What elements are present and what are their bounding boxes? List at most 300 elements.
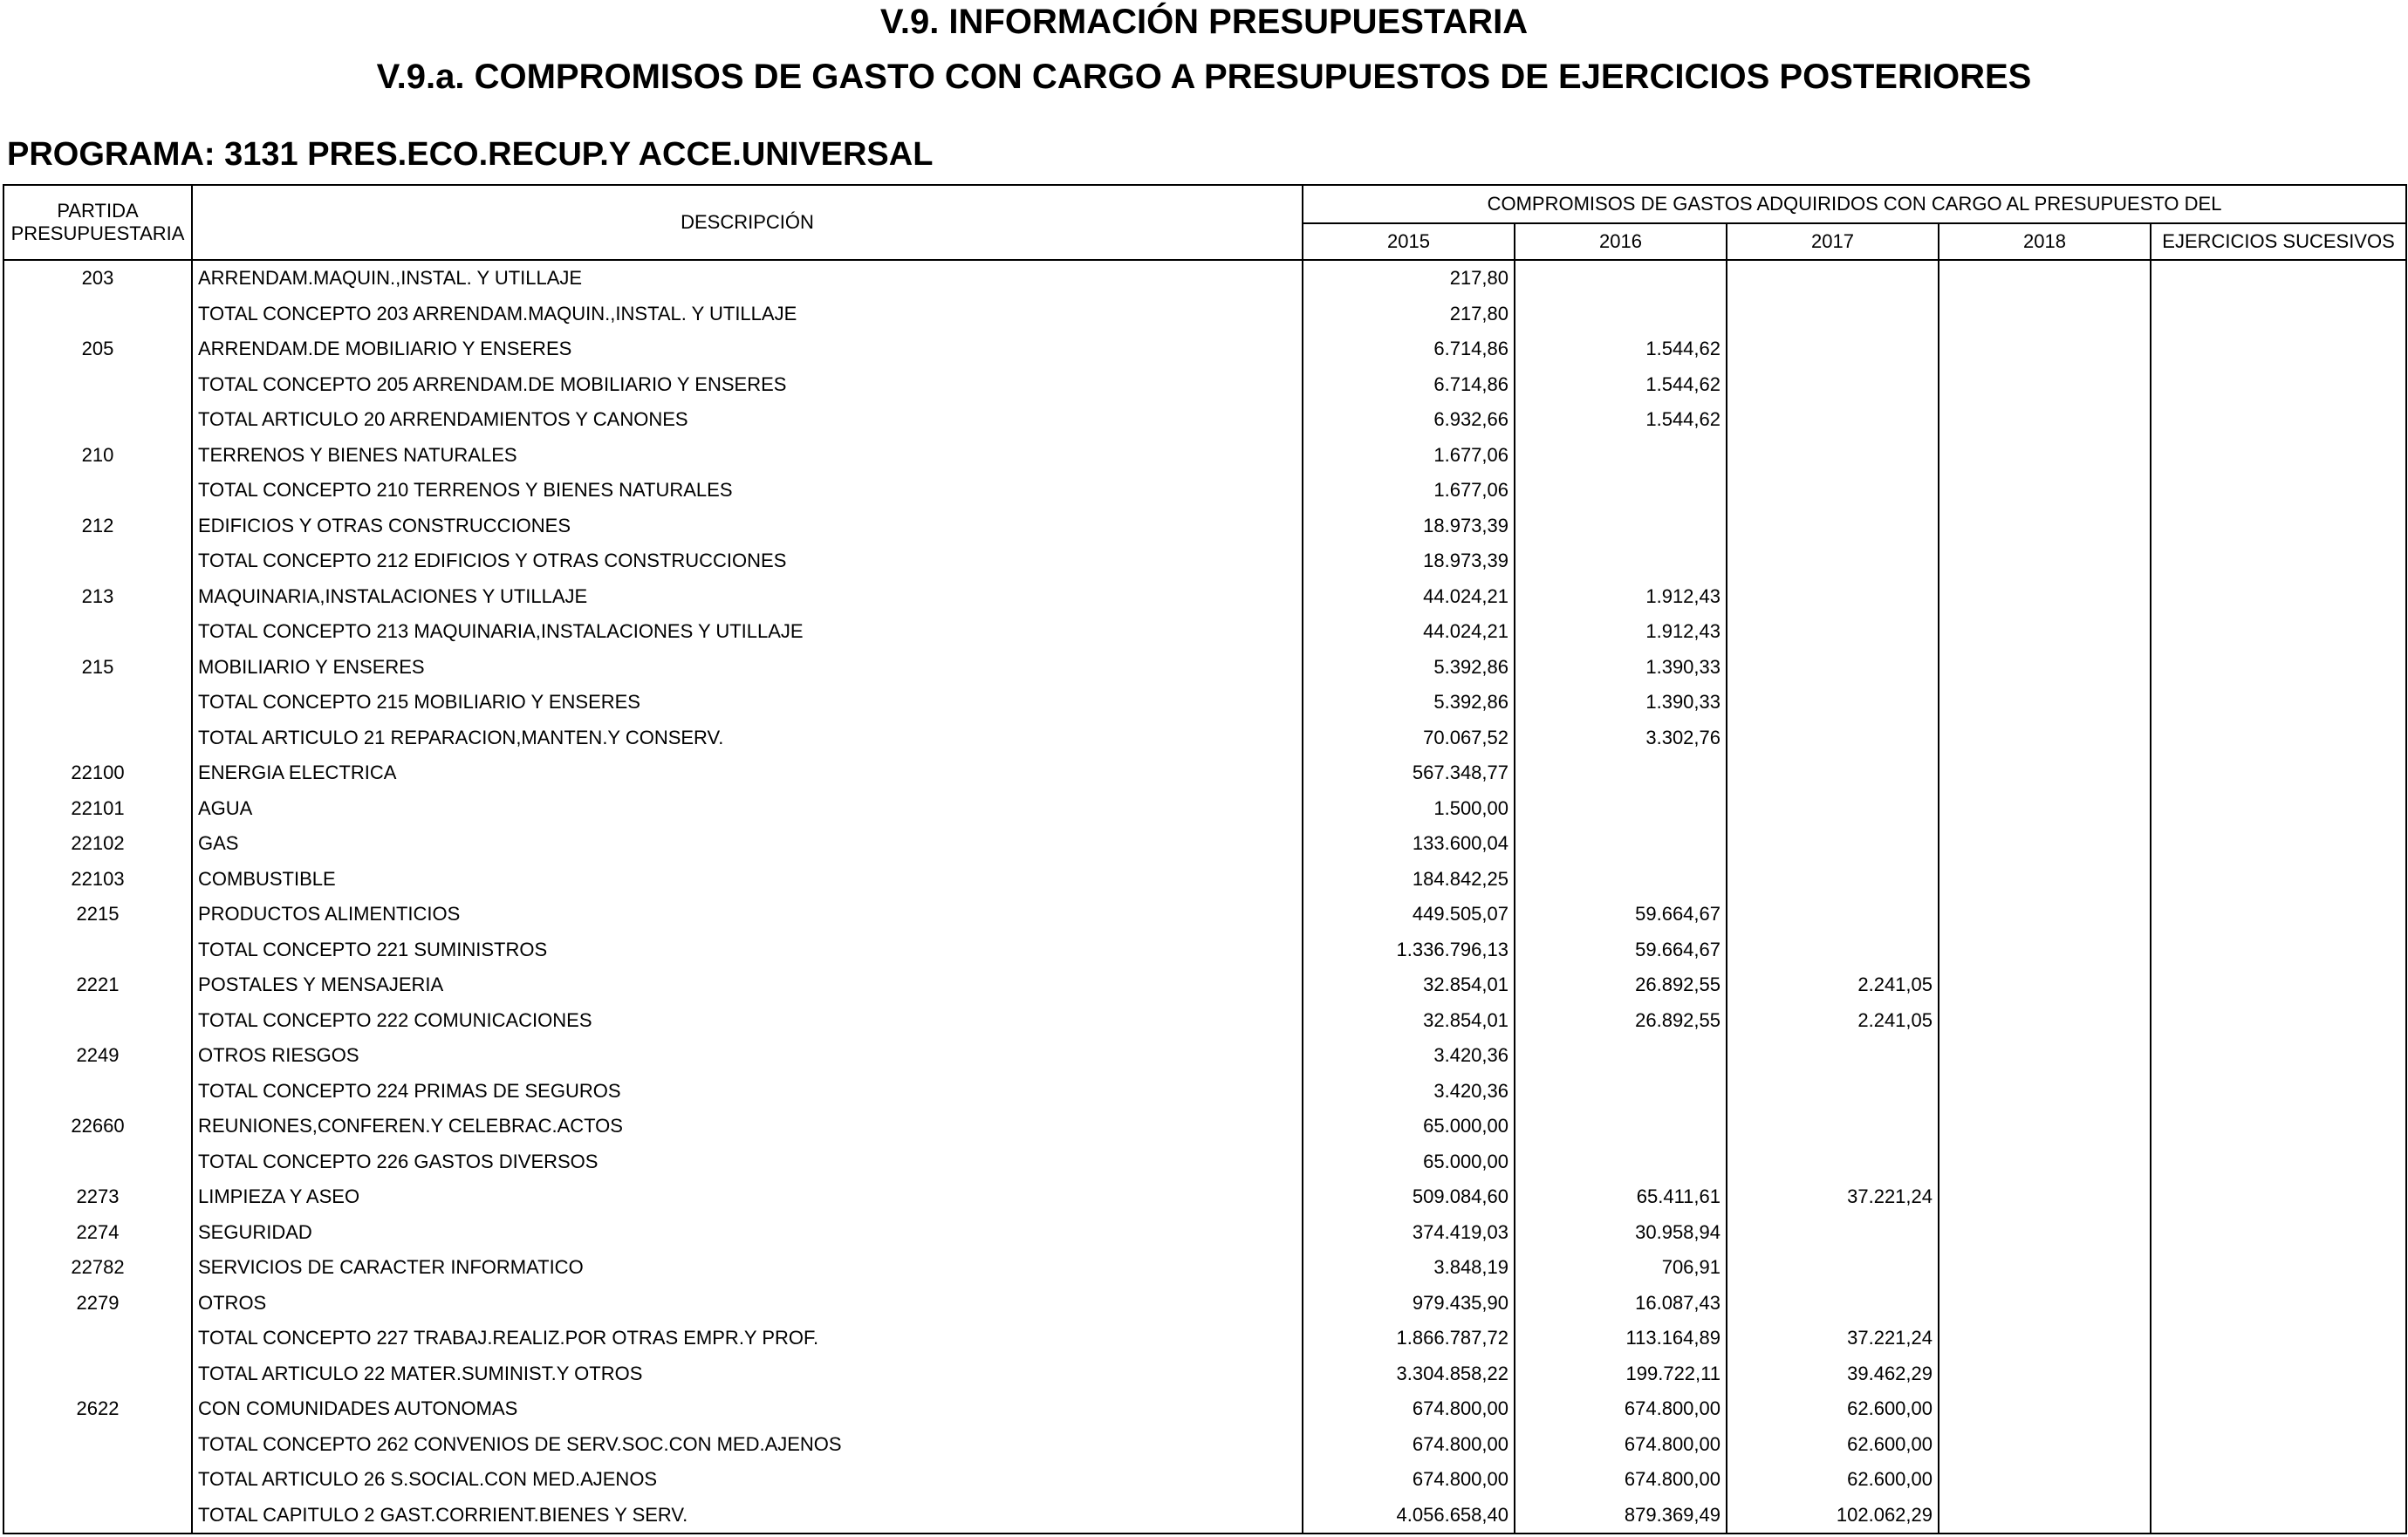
cell-partida: 2279 <box>3 1286 192 1322</box>
cell-2018 <box>1939 791 2151 827</box>
cell-sucesivos <box>2151 1215 2406 1251</box>
cell-2016: 1.544,62 <box>1515 331 1727 367</box>
cell-sucesivos <box>2151 1462 2406 1498</box>
cell-2017 <box>1727 473 1939 509</box>
table-row <box>3 1427 2406 1463</box>
cell-partida <box>3 1144 192 1180</box>
cell-2015: 567.348,77 <box>1303 755 1515 791</box>
header-year-2017: 2017 <box>1727 223 1939 260</box>
cell-partida <box>3 1003 192 1039</box>
cell-partida: 22103 <box>3 862 192 898</box>
budget-commitments-table <box>3 184 2407 1534</box>
cell-2016: 1.544,62 <box>1515 402 1727 438</box>
cell-descripcion: OTROS RIESGOS <box>192 1038 1303 1074</box>
cell-2016: 59.664,67 <box>1515 897 1727 932</box>
cell-sucesivos <box>2151 614 2406 650</box>
cell-sucesivos <box>2151 1074 2406 1110</box>
cell-2015: 674.800,00 <box>1303 1427 1515 1463</box>
cell-2016: 26.892,55 <box>1515 967 1727 1003</box>
cell-2015: 32.854,01 <box>1303 967 1515 1003</box>
cell-partida <box>3 932 192 968</box>
cell-2015: 3.848,19 <box>1303 1250 1515 1286</box>
cell-2018 <box>1939 1250 2151 1286</box>
cell-2018 <box>1939 1321 2151 1356</box>
cell-partida <box>3 1427 192 1463</box>
cell-2016: 1.544,62 <box>1515 367 1727 403</box>
cell-descripcion: SEGURIDAD <box>192 1215 1303 1251</box>
cell-descripcion: TOTAL CONCEPTO 205 ARRENDAM.DE MOBILIARIO Y ENSERES <box>192 367 1303 403</box>
table-row <box>3 331 2406 367</box>
cell-2018 <box>1939 1391 2151 1427</box>
cell-2018 <box>1939 509 2151 544</box>
cell-2018 <box>1939 1462 2151 1498</box>
cell-2015: 1.866.787,72 <box>1303 1321 1515 1356</box>
cell-sucesivos <box>2151 1498 2406 1534</box>
cell-2015: 674.800,00 <box>1303 1391 1515 1427</box>
cell-descripcion: SERVICIOS DE CARACTER INFORMATICO <box>192 1250 1303 1286</box>
cell-2018 <box>1939 1215 2151 1251</box>
cell-2018 <box>1939 331 2151 367</box>
table-row <box>3 1356 2406 1392</box>
cell-2017 <box>1727 932 1939 968</box>
cell-2017: 39.462,29 <box>1727 1356 1939 1392</box>
cell-2016 <box>1515 1038 1727 1074</box>
cell-2015: 509.084,60 <box>1303 1179 1515 1215</box>
cell-partida <box>3 1498 192 1534</box>
cell-2016: 674.800,00 <box>1515 1391 1727 1427</box>
table-row <box>3 650 2406 686</box>
cell-descripcion: LIMPIEZA Y ASEO <box>192 1179 1303 1215</box>
cell-2015: 65.000,00 <box>1303 1109 1515 1144</box>
cell-2017: 102.062,29 <box>1727 1498 1939 1534</box>
cell-sucesivos <box>2151 367 2406 403</box>
cell-partida <box>3 473 192 509</box>
table-row <box>3 1286 2406 1322</box>
cell-2015: 5.392,86 <box>1303 685 1515 721</box>
cell-descripcion: TOTAL ARTICULO 21 REPARACION,MANTEN.Y CONSERV. <box>192 721 1303 756</box>
cell-sucesivos <box>2151 543 2406 579</box>
cell-sucesivos <box>2151 1250 2406 1286</box>
table-row <box>3 579 2406 615</box>
cell-2016: 26.892,55 <box>1515 1003 1727 1039</box>
cell-partida <box>3 685 192 721</box>
cell-2018 <box>1939 402 2151 438</box>
table-row <box>3 614 2406 650</box>
cell-sucesivos <box>2151 1038 2406 1074</box>
cell-2017: 37.221,24 <box>1727 1179 1939 1215</box>
cell-2017 <box>1727 755 1939 791</box>
cell-2016: 674.800,00 <box>1515 1462 1727 1498</box>
cell-2017 <box>1727 260 1939 297</box>
cell-2015: 1.500,00 <box>1303 791 1515 827</box>
cell-2016 <box>1515 509 1727 544</box>
cell-partida: 213 <box>3 579 192 615</box>
cell-partida: 22102 <box>3 826 192 862</box>
table-row <box>3 1003 2406 1039</box>
cell-partida <box>3 297 192 332</box>
cell-2017 <box>1727 650 1939 686</box>
cell-partida <box>3 1462 192 1498</box>
table-row <box>3 1144 2406 1180</box>
cell-sucesivos <box>2151 402 2406 438</box>
cell-2015: 3.304.858,22 <box>1303 1356 1515 1392</box>
cell-2017 <box>1727 1038 1939 1074</box>
cell-2018 <box>1939 685 2151 721</box>
table-row <box>3 967 2406 1003</box>
cell-2017: 62.600,00 <box>1727 1391 1939 1427</box>
table-row <box>3 862 2406 898</box>
cell-partida: 215 <box>3 650 192 686</box>
cell-descripcion: TOTAL CONCEPTO 221 SUMINISTROS <box>192 932 1303 968</box>
cell-descripcion: MAQUINARIA,INSTALACIONES Y UTILLAJE <box>192 579 1303 615</box>
cell-sucesivos <box>2151 897 2406 932</box>
table-row <box>3 473 2406 509</box>
cell-2018 <box>1939 543 2151 579</box>
table-row <box>3 402 2406 438</box>
cell-partida: 22660 <box>3 1109 192 1144</box>
cell-partida <box>3 1321 192 1356</box>
cell-sucesivos <box>2151 862 2406 898</box>
cell-2017 <box>1727 331 1939 367</box>
cell-partida: 22782 <box>3 1250 192 1286</box>
cell-2016: 59.664,67 <box>1515 932 1727 968</box>
cell-2016: 1.912,43 <box>1515 614 1727 650</box>
cell-2015: 44.024,21 <box>1303 579 1515 615</box>
table-row <box>3 897 2406 932</box>
cell-partida: 205 <box>3 331 192 367</box>
cell-2018 <box>1939 755 2151 791</box>
cell-sucesivos <box>2151 297 2406 332</box>
cell-descripcion: TOTAL CONCEPTO 227 TRABAJ.REALIZ.POR OTRAS EMPR.Y PROF. <box>192 1321 1303 1356</box>
table-row <box>3 721 2406 756</box>
cell-2017 <box>1727 897 1939 932</box>
cell-descripcion: TOTAL CONCEPTO 212 EDIFICIOS Y OTRAS CONSTRUCCIONES <box>192 543 1303 579</box>
cell-2015: 5.392,86 <box>1303 650 1515 686</box>
table-row <box>3 685 2406 721</box>
cell-2017 <box>1727 1144 1939 1180</box>
cell-2017 <box>1727 685 1939 721</box>
cell-2015: 674.800,00 <box>1303 1462 1515 1498</box>
cell-2017 <box>1727 1286 1939 1322</box>
cell-2018 <box>1939 1427 2151 1463</box>
cell-2016 <box>1515 862 1727 898</box>
cell-sucesivos <box>2151 1144 2406 1180</box>
cell-2017: 2.241,05 <box>1727 967 1939 1003</box>
cell-2016 <box>1515 438 1727 474</box>
cell-2018 <box>1939 260 2151 297</box>
cell-2016: 706,91 <box>1515 1250 1727 1286</box>
table-row <box>3 1215 2406 1251</box>
cell-2018 <box>1939 932 2151 968</box>
cell-2016 <box>1515 755 1727 791</box>
cell-2018 <box>1939 438 2151 474</box>
cell-descripcion: TOTAL CONCEPTO 222 COMUNICACIONES <box>192 1003 1303 1039</box>
cell-2015: 374.419,03 <box>1303 1215 1515 1251</box>
cell-2015: 65.000,00 <box>1303 1144 1515 1180</box>
cell-sucesivos <box>2151 438 2406 474</box>
programa-heading: PROGRAMA: 3131 PRES.ECO.RECUP.Y ACCE.UNIVERSAL <box>7 136 934 173</box>
cell-2015: 217,80 <box>1303 260 1515 297</box>
cell-sucesivos <box>2151 1427 2406 1463</box>
cell-2018 <box>1939 1498 2151 1534</box>
cell-2017 <box>1727 438 1939 474</box>
cell-2017 <box>1727 367 1939 403</box>
cell-partida: 2622 <box>3 1391 192 1427</box>
cell-2018 <box>1939 1003 2151 1039</box>
cell-partida <box>3 614 192 650</box>
cell-2017 <box>1727 791 1939 827</box>
cell-2015: 32.854,01 <box>1303 1003 1515 1039</box>
table-row <box>3 826 2406 862</box>
cell-sucesivos <box>2151 1286 2406 1322</box>
cell-partida <box>3 1356 192 1392</box>
cell-2017 <box>1727 862 1939 898</box>
cell-2017 <box>1727 509 1939 544</box>
cell-2016: 113.164,89 <box>1515 1321 1727 1356</box>
cell-2017 <box>1727 1250 1939 1286</box>
cell-sucesivos <box>2151 260 2406 297</box>
cell-2018 <box>1939 1144 2151 1180</box>
table-row <box>3 1391 2406 1427</box>
cell-partida <box>3 721 192 756</box>
cell-2018 <box>1939 579 2151 615</box>
cell-descripcion: TOTAL CONCEPTO 210 TERRENOS Y BIENES NATURALES <box>192 473 1303 509</box>
cell-2018 <box>1939 1074 2151 1110</box>
cell-2015: 4.056.658,40 <box>1303 1498 1515 1534</box>
header-year-2016: 2016 <box>1515 223 1727 260</box>
cell-sucesivos <box>2151 1179 2406 1215</box>
cell-2017 <box>1727 402 1939 438</box>
cell-partida: 2221 <box>3 967 192 1003</box>
cell-2017 <box>1727 579 1939 615</box>
cell-partida: 2273 <box>3 1179 192 1215</box>
cell-descripcion: TOTAL ARTICULO 22 MATER.SUMINIST.Y OTROS <box>192 1356 1303 1392</box>
cell-descripcion: TOTAL CONCEPTO 262 CONVENIOS DE SERV.SOC.CON MED.AJENOS <box>192 1427 1303 1463</box>
cell-sucesivos <box>2151 1003 2406 1039</box>
cell-partida: 22101 <box>3 791 192 827</box>
table-row <box>3 1321 2406 1356</box>
table-row <box>3 297 2406 332</box>
table-row <box>3 543 2406 579</box>
cell-2015: 133.600,04 <box>1303 826 1515 862</box>
cell-2015: 6.932,66 <box>1303 402 1515 438</box>
cell-descripcion: TOTAL CONCEPTO 203 ARRENDAM.MAQUIN.,INSTAL. Y UTILLAJE <box>192 297 1303 332</box>
cell-descripcion: TOTAL CONCEPTO 213 MAQUINARIA,INSTALACIONES Y UTILLAJE <box>192 614 1303 650</box>
cell-partida: 2215 <box>3 897 192 932</box>
cell-2015: 44.024,21 <box>1303 614 1515 650</box>
cell-2015: 6.714,86 <box>1303 331 1515 367</box>
cell-2017 <box>1727 1215 1939 1251</box>
cell-descripcion: TOTAL CONCEPTO 215 MOBILIARIO Y ENSERES <box>192 685 1303 721</box>
cell-2016: 1.390,33 <box>1515 685 1727 721</box>
cell-descripcion: TOTAL CAPITULO 2 GAST.CORRIENT.BIENES Y SERV. <box>192 1498 1303 1534</box>
cell-2016: 1.912,43 <box>1515 579 1727 615</box>
table-row <box>3 791 2406 827</box>
cell-sucesivos <box>2151 932 2406 968</box>
table-row <box>3 1074 2406 1110</box>
cell-descripcion: CON COMUNIDADES AUTONOMAS <box>192 1391 1303 1427</box>
cell-2018 <box>1939 1038 2151 1074</box>
cell-partida: 203 <box>3 260 192 297</box>
cell-descripcion: TOTAL CONCEPTO 226 GASTOS DIVERSOS <box>192 1144 1303 1180</box>
cell-sucesivos <box>2151 685 2406 721</box>
cell-2018 <box>1939 367 2151 403</box>
cell-2017: 2.241,05 <box>1727 1003 1939 1039</box>
cell-2016 <box>1515 543 1727 579</box>
cell-2017 <box>1727 543 1939 579</box>
cell-2016: 16.087,43 <box>1515 1286 1727 1322</box>
cell-descripcion: TOTAL CONCEPTO 224 PRIMAS DE SEGUROS <box>192 1074 1303 1110</box>
header-partida: PARTIDA PRESUPUESTARIA <box>3 185 192 260</box>
cell-2015: 979.435,90 <box>1303 1286 1515 1322</box>
table-row <box>3 1498 2406 1534</box>
cell-2018 <box>1939 1179 2151 1215</box>
cell-descripcion: REUNIONES,CONFEREN.Y CELEBRAC.ACTOS <box>192 1109 1303 1144</box>
cell-2015: 3.420,36 <box>1303 1038 1515 1074</box>
table-row <box>3 1250 2406 1286</box>
table-row <box>3 438 2406 474</box>
cell-2015: 18.973,39 <box>1303 543 1515 579</box>
cell-sucesivos <box>2151 331 2406 367</box>
table-row <box>3 1038 2406 1074</box>
cell-sucesivos <box>2151 755 2406 791</box>
cell-2016 <box>1515 260 1727 297</box>
cell-2016 <box>1515 1109 1727 1144</box>
cell-2017 <box>1727 1074 1939 1110</box>
cell-descripcion: TOTAL ARTICULO 20 ARRENDAMIENTOS Y CANONES <box>192 402 1303 438</box>
cell-2018 <box>1939 1109 2151 1144</box>
cell-2017: 37.221,24 <box>1727 1321 1939 1356</box>
cell-2017 <box>1727 614 1939 650</box>
cell-descripcion: ARRENDAM.DE MOBILIARIO Y ENSERES <box>192 331 1303 367</box>
cell-2018 <box>1939 862 2151 898</box>
cell-sucesivos <box>2151 1356 2406 1392</box>
cell-descripcion: AGUA <box>192 791 1303 827</box>
cell-2016: 674.800,00 <box>1515 1427 1727 1463</box>
page-subtitle: V.9.a. COMPROMISOS DE GASTO CON CARGO A PRESUPUESTOS DE EJERCICIOS POSTERIORES <box>376 58 2032 96</box>
cell-2018 <box>1939 473 2151 509</box>
cell-descripcion: GAS <box>192 826 1303 862</box>
cell-sucesivos <box>2151 650 2406 686</box>
cell-2015: 217,80 <box>1303 297 1515 332</box>
cell-2018 <box>1939 1286 2151 1322</box>
cell-2018 <box>1939 826 2151 862</box>
cell-sucesivos <box>2151 791 2406 827</box>
cell-descripcion: COMBUSTIBLE <box>192 862 1303 898</box>
cell-2018 <box>1939 897 2151 932</box>
cell-2015: 6.714,86 <box>1303 367 1515 403</box>
cell-partida <box>3 402 192 438</box>
cell-2015: 1.677,06 <box>1303 438 1515 474</box>
cell-2016 <box>1515 297 1727 332</box>
cell-2015: 449.505,07 <box>1303 897 1515 932</box>
cell-2016 <box>1515 1074 1727 1110</box>
table-row <box>3 932 2406 968</box>
cell-partida: 22100 <box>3 755 192 791</box>
table-row <box>3 367 2406 403</box>
cell-sucesivos <box>2151 826 2406 862</box>
cell-descripcion: ARRENDAM.MAQUIN.,INSTAL. Y UTILLAJE <box>192 260 1303 297</box>
cell-2016: 65.411,61 <box>1515 1179 1727 1215</box>
cell-descripcion: PRODUCTOS ALIMENTICIOS <box>192 897 1303 932</box>
table-row <box>3 1109 2406 1144</box>
header-year-2018: 2018 <box>1939 223 2151 260</box>
cell-2016: 199.722,11 <box>1515 1356 1727 1392</box>
cell-2018 <box>1939 297 2151 332</box>
cell-sucesivos <box>2151 1109 2406 1144</box>
cell-2016: 30.958,94 <box>1515 1215 1727 1251</box>
header-ejercicios-sucesivos: EJERCICIOS SUCESIVOS <box>2151 223 2406 260</box>
cell-2018 <box>1939 1356 2151 1392</box>
cell-2015: 3.420,36 <box>1303 1074 1515 1110</box>
cell-2017 <box>1727 721 1939 756</box>
cell-descripcion: POSTALES Y MENSAJERIA <box>192 967 1303 1003</box>
cell-descripcion: MOBILIARIO Y ENSERES <box>192 650 1303 686</box>
cell-2016: 879.369,49 <box>1515 1498 1727 1534</box>
cell-2016 <box>1515 1144 1727 1180</box>
cell-2018 <box>1939 650 2151 686</box>
page-title: V.9. INFORMACIÓN PRESUPUESTARIA <box>879 3 1529 41</box>
cell-partida <box>3 367 192 403</box>
cell-sucesivos <box>2151 579 2406 615</box>
cell-sucesivos <box>2151 473 2406 509</box>
header-compromisos-group: COMPROMISOS DE GASTOS ADQUIRIDOS CON CARGO AL PRESUPUESTO DEL <box>1303 185 2406 223</box>
cell-2015: 184.842,25 <box>1303 862 1515 898</box>
cell-partida <box>3 543 192 579</box>
cell-sucesivos <box>2151 721 2406 756</box>
cell-partida: 2249 <box>3 1038 192 1074</box>
table-row <box>3 755 2406 791</box>
cell-sucesivos <box>2151 509 2406 544</box>
cell-descripcion: TOTAL ARTICULO 26 S.SOCIAL.CON MED.AJENOS <box>192 1462 1303 1498</box>
cell-2015: 1.677,06 <box>1303 473 1515 509</box>
cell-2017: 62.600,00 <box>1727 1427 1939 1463</box>
cell-partida: 212 <box>3 509 192 544</box>
cell-2015: 18.973,39 <box>1303 509 1515 544</box>
cell-descripcion: ENERGIA ELECTRICA <box>192 755 1303 791</box>
cell-2017 <box>1727 297 1939 332</box>
cell-partida: 2274 <box>3 1215 192 1251</box>
cell-2017 <box>1727 1109 1939 1144</box>
cell-sucesivos <box>2151 967 2406 1003</box>
cell-2015: 70.067,52 <box>1303 721 1515 756</box>
cell-2018 <box>1939 614 2151 650</box>
cell-2016 <box>1515 473 1727 509</box>
table-row <box>3 260 2406 297</box>
header-descripcion: DESCRIPCIÓN <box>192 185 1303 260</box>
cell-2016 <box>1515 791 1727 827</box>
cell-partida: 210 <box>3 438 192 474</box>
cell-descripcion: OTROS <box>192 1286 1303 1322</box>
cell-descripcion: TERRENOS Y BIENES NATURALES <box>192 438 1303 474</box>
cell-2016: 1.390,33 <box>1515 650 1727 686</box>
cell-2018 <box>1939 721 2151 756</box>
cell-2016: 3.302,76 <box>1515 721 1727 756</box>
table-row <box>3 509 2406 544</box>
cell-2017 <box>1727 826 1939 862</box>
table-row <box>3 1179 2406 1215</box>
cell-2015: 1.336.796,13 <box>1303 932 1515 968</box>
cell-partida <box>3 1074 192 1110</box>
header-year-2015: 2015 <box>1303 223 1515 260</box>
cell-sucesivos <box>2151 1391 2406 1427</box>
cell-2018 <box>1939 967 2151 1003</box>
cell-2016 <box>1515 826 1727 862</box>
table-body <box>3 260 2406 1534</box>
table-row <box>3 1462 2406 1498</box>
cell-sucesivos <box>2151 1321 2406 1356</box>
cell-2017: 62.600,00 <box>1727 1462 1939 1498</box>
